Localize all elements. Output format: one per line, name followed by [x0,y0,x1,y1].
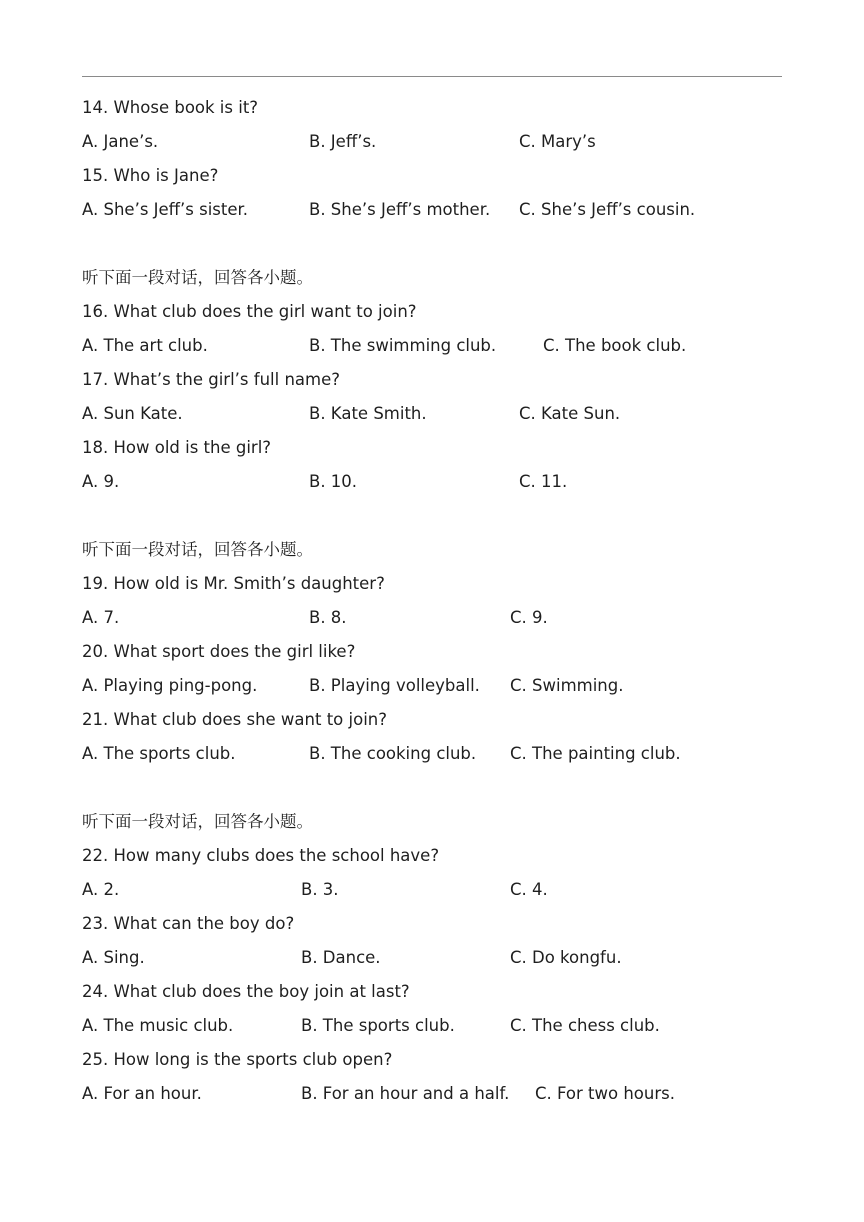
option-b: B. The swimming club. [309,336,497,355]
option-a: A. The art club. [82,336,208,355]
option-row [82,944,802,978]
question-stem: 23. What can the boy do? [82,914,295,933]
option-a: A. 7. [82,608,120,627]
option-c: C. 4. [510,880,548,899]
question-stem: 21. What club does she want to join? [82,710,387,729]
option-row [82,128,802,162]
option-row [82,672,802,706]
option-c: C. For two hours. [535,1084,675,1103]
option-b: B. Kate Smith. [309,404,427,423]
question-stem: 24. What club does the boy join at last? [82,982,410,1001]
option-row [82,196,802,230]
question-stem: 25. How long is the sports club open? [82,1050,393,1069]
option-a: A. Playing ping-pong. [82,676,258,695]
option-c: C. Do kongfu. [510,948,622,967]
question-stem: 20. What sport does the girl like? [82,642,356,661]
header-rule [82,76,782,77]
option-b: B. The cooking club. [309,744,477,763]
question-stem: 16. What club does the girl want to join? [82,302,417,321]
option-a: A. 9. [82,472,120,491]
option-b: B. 10. [309,472,358,491]
option-c: C. The painting club. [510,744,681,763]
option-c: C. The book club. [543,336,687,355]
option-row [82,740,802,774]
option-a: A. Sun Kate. [82,404,183,423]
option-c: C. Mary’s [519,132,596,151]
option-b: B. Dance. [301,948,381,967]
option-a: A. She’s Jeff’s sister. [82,200,249,219]
option-row [82,1080,802,1114]
option-b: B. The sports club. [301,1016,455,1035]
option-row [82,1012,802,1046]
option-c: C. 11. [519,472,568,491]
section-intro: 听下面一段对话，回答各小题。 [82,812,313,831]
question-stem: 14. Whose book is it? [82,98,259,117]
option-a: A. For an hour. [82,1084,202,1103]
option-row [82,604,802,638]
option-a: A. Sing. [82,948,145,967]
option-row [82,400,802,434]
option-b: B. Jeff’s. [309,132,377,151]
option-row [82,876,802,910]
question-stem: 17. What’s the girl’s full name? [82,370,340,389]
section-intro: 听下面一段对话，回答各小题。 [82,268,313,287]
question-stem: 19. How old is Mr. Smith’s daughter? [82,574,385,593]
question-list [82,94,802,1114]
option-b: B. 3. [301,880,339,899]
option-c: C. 9. [510,608,548,627]
question-stem: 18. How old is the girl? [82,438,272,457]
option-a: A. The music club. [82,1016,234,1035]
option-c: C. The chess club. [510,1016,660,1035]
option-row [82,332,802,366]
option-b: B. For an hour and a half. [301,1084,510,1103]
option-c: C. Kate Sun. [519,404,621,423]
option-a: A. 2. [82,880,120,899]
option-b: B. 8. [309,608,347,627]
option-b: B. She’s Jeff’s mother. [309,200,491,219]
option-c: C. Swimming. [510,676,624,695]
option-a: A. Jane’s. [82,132,159,151]
question-stem: 15. Who is Jane? [82,166,219,185]
section-intro: 听下面一段对话，回答各小题。 [82,540,313,559]
option-c: C. She’s Jeff’s cousin. [519,200,696,219]
option-a: A. The sports club. [82,744,236,763]
question-stem: 22. How many clubs does the school have? [82,846,440,865]
option-row [82,468,802,502]
option-b: B. Playing volleyball. [309,676,480,695]
